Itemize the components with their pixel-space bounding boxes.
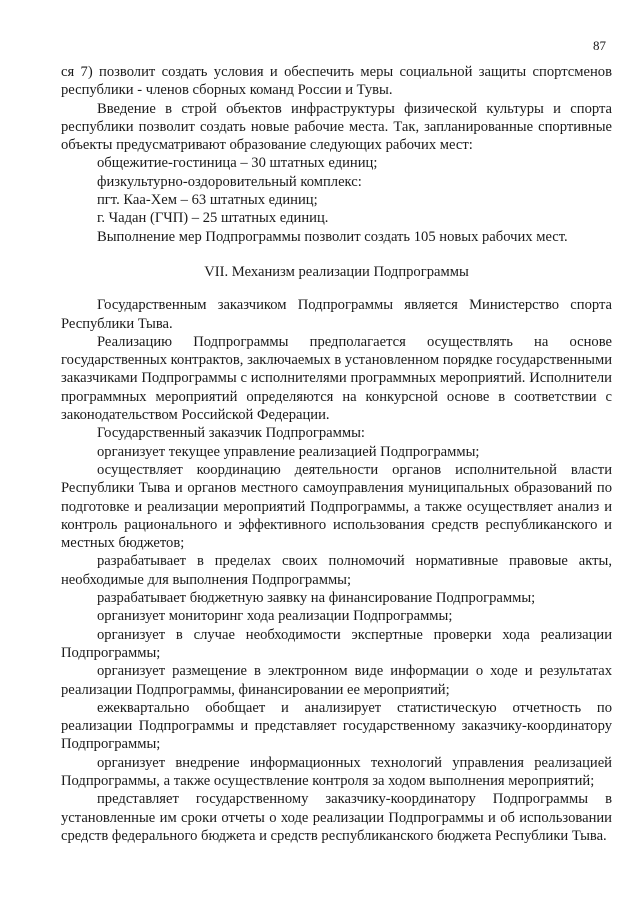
duty-item: представляет государственному заказчику-координатору Подпрограммы в установленные им сроки отчеты о ходе реализации Подпрограммы и об использовании средств федерального бюджета и средств республиканского бюджета Республики Тыва. bbox=[61, 791, 612, 844]
duty-item: ежеквартально обобщает и анализирует статистическую отчетность по реализации Подпрограммы и представляет государственному заказчику-координатору Подпрограммы; bbox=[61, 699, 612, 753]
paragraph-contracts: Реализацию Подпрограммы предполагается осуществлять на основе государственных контрактов, заключаемых в установленном порядке государственными заказчиками Подпрограммы с исполнителями программных мероприятий. Исполнители программных мероприятий определяются на конкурсной основе в соответствии с законодательством Российской Федерации. bbox=[61, 333, 612, 424]
paragraph-continuation: ся 7) позволит создать условия и обеспечить меры социальной защиты спортсменов республики - членов сборных команд России и Тувы. bbox=[61, 64, 612, 99]
list-item-kaa-khem: пгт. Каа-Хем – 63 штатных единиц; bbox=[97, 192, 318, 209]
duty-item: организует в случае необходимости экспертные проверки хода реализации Подпрограммы; bbox=[61, 626, 612, 661]
duty-item: разрабатывает бюджетную заявку на финансирование Подпрограммы; bbox=[97, 590, 536, 607]
duty-item: организует размещение в электронном виде информации о ходе и результатах реализации Подпрограммы, финансировании ее мероприятий; bbox=[61, 663, 612, 698]
list-item-sports-complex: физкультурно-оздоровительный комплекс: bbox=[97, 173, 362, 190]
duty-item: осуществляет координацию деятельности органов исполнительной власти Республики Тыва и органов местного самоуправления муниципальных образований по подготовке и реализации мероприятий Подпрограммы, а также осуществляет анализ и контроль рационального и эффективного использования средств республиканского и местных бюджетов; bbox=[61, 461, 612, 552]
paragraph-customer-duties: Государственный заказчик Подпрограммы: bbox=[97, 425, 365, 442]
paragraph-infrastructure: Введение в строй объектов инфраструктуры физической культуры и спорта республики позволит создать новые рабочие места. Так, запланированные спортивные объекты предусматривают образование следующих рабочих мест: bbox=[61, 100, 612, 154]
list-item-hostel: общежитие-гостиница – 30 штатных единиц; bbox=[97, 155, 378, 172]
duty-item: организует внедрение информационных технологий управления реализацией Подпрограммы, а также осуществление контроля за ходом выполнения мероприятий; bbox=[61, 754, 612, 789]
page-content bbox=[61, 63, 612, 845]
duty-item: разрабатывает в пределах своих полномочий нормативные правовые акты, необходимые для выполнения Подпрограммы; bbox=[61, 553, 612, 588]
page-number: 87 bbox=[593, 38, 606, 53]
paragraph-state-customer: Государственным заказчиком Подпрограммы является Министерство спорта Республики Тыва. bbox=[61, 297, 612, 332]
list-item-chadan: г. Чадан (ГЧП) – 25 штатных единиц. bbox=[97, 210, 329, 227]
paragraph-new-jobs: Выполнение мер Подпрограммы позволит создать 105 новых рабочих мест. bbox=[97, 228, 568, 245]
duty-item: организует мониторинг хода реализации Подпрограммы; bbox=[97, 608, 453, 625]
section-heading: VII. Механизм реализации Подпрограммы bbox=[204, 263, 469, 280]
duty-item: организует текущее управление реализацией Подпрограммы; bbox=[97, 443, 480, 460]
